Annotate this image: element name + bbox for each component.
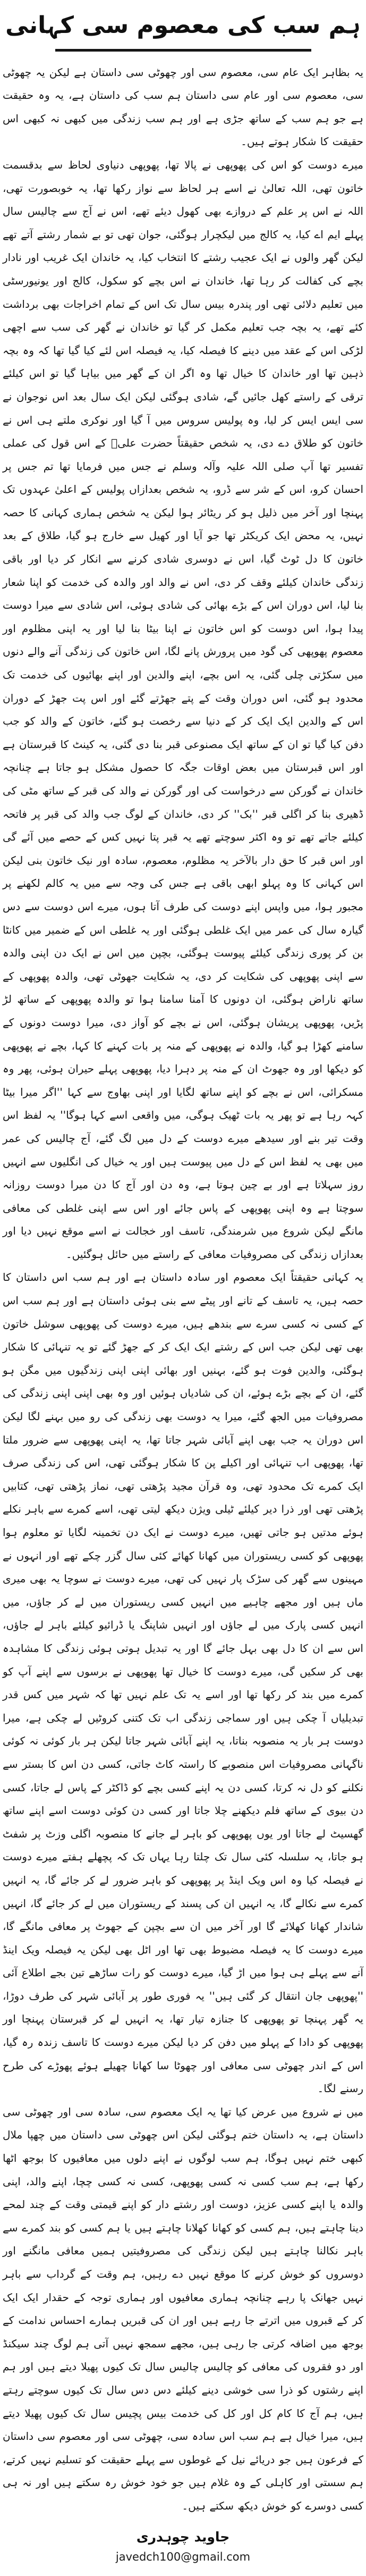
column-header	[1, 2, 365, 52]
paragraph-3: یہ کہانی حقیقتاً ایک معصوم اور سادہ داستان ہے اور ہم سب اس داستان کا حصہ ہیں، یہ تاسف کے تانے اور پیٹے سے بنی ہوئی داستان ہے اور ہم سب اس کے کسی نہ کسی سرے سے بندھے ہیں، میرے دوست کی پھوپھی سوشل خاتون بھی تھی لیکن جب اس کے رشتے ایک ایک کر کے جھڑ گئے تو یہ تنہائی کا شکار ہوگئی، والدین فوت ہو گئے، بہنیں اور بھائی اپنی اپنی زندگیوں میں مگن ہو گئے، ان کے بچے بڑے ہوئے، ان کی شادیاں ہوئیں اور وہ بھی اپنی اپنی زندگی کی مصروفیات میں الجھ گئے، میرا یہ دوست بھی زندگی کی رو میں بہنے لگا لیکن اس دوران یہ جب بھی اپنے آبائی شہر جاتا تھا، یہ اپنی پھوپھی سے ضرور ملتا تھا، پھوپھی اب تنہائی اور اکیلے پن کا شکار ہوگئی تھی، اس کی زندگی صرف ایک کمرے تک محدود تھی، وہ قرآن مجید پڑھتی تھی، نماز پڑھتی تھی، کتابیں پڑھتی تھی اور ذرا دیر کیلئے ٹیلی ویژن دیکھ لیتی تھی، اسے کمرے سے باہر نکلے ہوئے مدتیں ہو جاتی تھیں، میرے دوست نے ایک دن تخمینہ لگایا تو معلوم ہوا پھوپھی کو کسی ریستوران میں کھانا کھائے کئی سال گزر چکے تھے اور انہوں نے مہینوں سے گھر کی سڑک پار نہیں کی تھی، میرے دوست نے سوچا یہ بھی میری ماں ہیں اور مجھے چاہیے میں انہیں کسی ریستوران میں لے کر جاؤں، میں انہیں کسی پارک میں لے جاؤں اور انہیں شاپنگ یا ڈرائیو کیلئے باہر لے جاؤں، اس سے ان کا دل بھی بہل جائے گا اور یہ تبدیل ہوتی ہوئی زندگی کا مشاہدہ بھی کر سکیں گی، میرے دوست کا خیال تھا پھوپھی نے برسوں سے اپنے آپ کو کمرے میں بند کر رکھا تھا اور اسے یہ تک علم نہیں تھا کہ شہر میں کس قدر تبدیلیاں آ چکی ہیں اور سماجی زندگی اب تک کتنی کروٹیں لے چکی ہے، میرا دوست ہر بار یہ منصوبہ بناتا، یہ اپنے آبائی شہر جاتا لیکن ہر بار کوئی نہ کوئی ناگہانی مصروفیات اس منصوبے کا راستہ کاٹ جاتی، کسی دن اس کا بستر سے نکلنے کو دل نہ کرتا، کسی دن یہ اپنے کسی بچے کو ڈاکٹر کے پاس لے جاتا، کسی دن بیوی کے ساتھ فلم دیکھنے چلا جاتا اور کسی دن کوئی دوست اسے اپنے ساتھ گھسیٹ لے جاتا اور یوں پھوپھی کو باہر لے جانے کا منصوبہ اگلی وزٹ پر شفٹ ہو جاتا، یہ سلسلہ کئی سال تک چلتا رہا یہاں تک کہ پچھلے ہفتے میرے دوست نے فیصلہ کیا وہ اس ویک اینڈ پر پھوپھی کو باہر ضرور لے کر جائے گا، یہ انہیں کمرے سے نکالے گا، یہ انہیں ان کی پسند کے ریستوران میں لے کر جائے گا، انہیں شاندار کھانا کھلائے گا اور آخر میں ان سے بچپن کے جھوٹ پر معافی مانگے گا، میرے دوست کا یہ فیصلہ مضبوط بھی تھا اور اٹل بھی لیکن یہ فیصلہ ویک اینڈ آنے سے پہلے ہی ہوا میں اڑ گیا، میرے دوست کو رات ساڑھے تین بجے اطلاع آئی ''پھوپھی جان انتقال کر گئی ہیں'' یہ فوری طور پر آبائی شہر کی طرف دوڑا، یہ گھر پہنچا تو پھوپھی کا جنازہ تیار تھا، یہ انہیں لے کر قبرستان پہنچا اور پھوپھی کو دادا کے پہلو میں دفن کر دیا لیکن میرے دوست کا تاسف زندہ رہ گیا، اس کے اندر چھوٹی سی معافی اور چھوٹا سا کھانا چھیلے ہوئے پھوڑے کی طرح رسنے لگا۔	[3, 1271, 363, 2095]
column-body	[1, 61, 365, 2518]
author-email: javedch100@gmail.com	[115, 2550, 251, 2563]
paragraph-1: یہ بظاہر ایک عام سی، معصوم سی اور چھوٹی سی داستان ہے لیکن یہ چھوٹی سی، معصوم سی اور عام سی داستان ہم سب کی داستان ہے، یہ وہ حقیقت ہے جو ہم سب کے ساتھ جڑی ہے اور ہم سب زندگی میں کبھی نہ کبھی اس حقیقت کا شکار ہوتے ہیں۔	[3, 65, 363, 148]
column-footer	[1, 2527, 365, 2566]
title-divider-rule	[55, 49, 311, 52]
paragraph-2: میرے دوست کو اس کی پھوپھی نے پالا تھا، پھوپھی دنیاوی لحاظ سے بدقسمت خاتون تھی، اللہ تعالیٰ نے اسے ہر لحاظ سے نواز رکھا تھا، یہ خوبصورت تھی، اللہ نے اس پر علم کے دروازے بھی کھول دیئے تھے، اس نے آج سے چالیس سال پہلے ایم اے کیا، یہ کالج میں لیکچرار ہوگئی، جوان تھی تو بے شمار رشتے آتے تھے لیکن گھر والوں نے ایک عجیب رشتے کا انتخاب کیا، یہ خاندان ایک غریب اور نادار بچے کی کفالت کر رہا تھا، خاندان نے اس بچے کو سکول، کالج اور یونیورسٹی میں تعلیم دلائی تھی اور پندرہ بیس سال تک اس کے تمام اخراجات بھی برداشت کئے تھے، یہ بچہ جب تعلیم مکمل کر گیا تو خاندان نے گھر کی سب سے اچھی لڑکی اس کے عقد میں دینے کا فیصلہ کیا، یہ فیصلہ اس لئے کیا گیا تھا کہ وہ بچہ ذہین تھا اور خاندان کا خیال تھا وہ اگر ان کے گھر میں بیاہا گیا تو اس کیلئے ترقی کے راستے کھل جائیں گے، شادی ہوگئی لیکن ایک سال بعد اس نوجوان نے سی ایس ایس کر لیا، وہ پولیس سروس میں آ گیا اور نوکری ملتے ہی اس نے خاتون کو طلاق دے دی، یہ شخص حقیقتاً حضرت علیؓ کے اس قول کی عملی تفسیر تھا آپ صلی اللہ علیہ وآلہ وسلم نے جس میں فرمایا تھا تم جس پر احسان کرو، اس کے شر سے ڈرو، یہ شخص بعدازاں پولیس کے اعلیٰ عہدوں تک پہنچا اور آخر میں ذلیل ہو کر ریٹائر ہوا لیکن یہ شخص ہماری کہانی کا حصہ نہیں، یہ محض ایک کریکٹر تھا جو آیا اور کھیل سے خارج ہو گیا، طلاق کے بعد خاتون کا دل ٹوٹ گیا، اس نے دوسری شادی کرنے سے انکار کر دیا اور باقی زندگی خاندان کیلئے وقف کر دی، اس نے والد اور والدہ کی خدمت کو اپنا شعار بنا لیا، اس دوران اس کے بڑے بھائی کی شادی ہوئی، اس شادی سے میرا دوست پیدا ہوا، اس دوست کو اس خاتون نے اپنا بیٹا بنا لیا اور یہ اپنی مظلوم اور معصوم پھوپھی کی گود میں پرورش پانے لگا، اس خاتون کی زندگی آنے والے دنوں میں سکڑتی چلی گئی، یہ اس بچے، اپنے والدین اور اپنے بھائیوں کی خدمت تک محدود ہو گئی، اس دوران وقت کے پتے جھڑتے گئے اور اس پت جھڑ کے دوران اس کے والدین ایک ایک کر کے دنیا سے رخصت ہو گئے، خاتون کے والد کو جب دفن کیا گیا تو ان کے ساتھ ایک مصنوعی قبر بنا دی گئی، یہ کینٹ کا قبرستان ہے اور اس قبرستان میں بعض اوقات جگہ کا حصول مشکل ہو جاتا ہے چنانچہ خاندان نے گورکن سے درخواست کی اور گورکن نے والد کی قبر کے ساتھ مٹی کی ڈھیری بنا کر اگلی قبر ''بک'' کر دی، خاندان کے لوگ جب والد کی قبر پر فاتحہ کیلئے جاتے تھے تو وہ اکثر سوچتے تھے یہ قبر پتا نہیں کس کے حصے میں آئے گی اور اس قبر کا حق دار بالآخر یہ مظلوم، معصوم، سادہ اور نیک خاتون بنی لیکن اس کہانی کا وہ پہلو ابھی باقی ہے جس کی وجہ سے میں یہ کالم لکھنے پر مجبور ہوا، میں واپس اپنے دوست کی طرف آتا ہوں، میرے اس دوست سے دس گیارہ سال کی عمر میں ایک غلطی ہوگئی اور یہ غلطی اس کے ضمیر میں کانٹا بن کر پوری زندگی کیلئے پیوست ہوگئی، بچپن میں اس نے ایک دن اپنی والدہ سے اپنی پھوپھی کی شکایت کر دی، یہ شکایت جھوٹی تھی، والدہ پھوپھی کے ساتھ ناراض ہوگئی، ان دونوں کا آمنا سامنا ہوا تو والدہ پھوپھی کے ساتھ لڑ پڑیں، پھوپھی پریشان ہوگئی، اس نے بچے کو آواز دی، میرا دوست دونوں کے سامنے کھڑا ہو گیا، والدہ نے پھوپھی کے منہ پر بات کہنے کا کہا، بچے نے پھوپھی کو دیکھا اور وہ جھوٹ ان کے منہ پر دہرا دیا، پھوپھی پہلے حیران ہوئی، پھر وہ مسکرائی، اس نے بچے کو اپنے ساتھ لگایا اور اپنی بھاوج سے کہا ''اگر میرا بیٹا کہہ رہا ہے تو پھر یہ بات ٹھیک ہوگی، میں واقعی اسے کہا ہوگا'' یہ لفظ اس وقت تیر بنے اور سیدھے میرے دوست کے دل میں لگ گئے، آج چالیس کی عمر میں بھی یہ لفظ اس کے دل میں پیوست ہیں اور یہ خیال کی انگلیوں سے انہیں روز سہلاتا ہے اور بے چین ہوتا ہے، وہ دن اور آج کا دن میرا دوست روزانہ سوچتا ہے وہ اپنی پھوپھی کے پاس جائے اور اس سے اپنی غلطی کی معافی مانگے لیکن شروع میں شرمندگی، تاسف اور خجالت نے اسے موقع نہیں دیا اور بعدازاں زندگی کی مصروفیات معافی کے راستے میں حائل ہوگئیں۔	[3, 158, 363, 1261]
column-title: ہم سب کی معصوم سی کہانی	[5, 12, 361, 39]
paragraph-4: میں نے شروع میں عرض کیا تھا یہ ایک معصوم سی، سادہ سی اور چھوٹی سی داستان ہے، یہ داستان ختم ہوگئی لیکن اس چھوٹی سی داستان میں چھپا ملال کبھی ختم نہیں ہوگا، ہم سب لوگوں نے اپنے دلوں میں معافیوں کا بوجھ اٹھا رکھا ہے، ہم سب کسی نہ کسی پھوپھی، کسی نہ کسی چچا، اپنے والد، اپنی والدہ یا اپنے کسی عزیز، دوست اور رشتے دار کو اپنے قیمتی وقت کے چند لمحے دینا چاہتے ہیں، ہم کسی کو کھانا کھلانا چاہتے ہیں یا ہم کسی کو بند کمرے سے باہر نکالنا چاہتے ہیں لیکن زندگی کی مصروفیتیں ہمیں معافی مانگنے اور دوسروں کو خوش کرنے کا موقع نہیں دے رہیں، ہم وقت کے گرداب سے باہر نہیں جھانک پا رہے چنانچہ ہماری معافیوں اور ہماری توجہ کے حقدار ایک ایک کر کے قبروں میں اترتے جا رہے ہیں اور ان کی قبریں ہمارے احساس ندامت کے بوجھ میں اضافہ کرتی جا رہی ہیں، مجھے سمجھ نہیں آتی ہم لوگ چند سیکنڈ اور دو فقروں کی معافی کو چالیس چالیس سال تک کیوں پھیلا دیتے ہیں اور ہم اپنے رشتوں کو ذرا سی خوشی دینے کیلئے دس دس سال تک کیوں سوچتے رہتے ہیں، ہم آج کا کام کل اور کل کی خدمت بیس پچیس سال تک کیوں پھیلا دیتے ہیں، میرا خیال ہے ہم سب اس سادہ سی، چھوٹی سی اور معصوم سی داستان کے فرعون ہیں جو دریائے نیل کے غوطوں سے پہلے حقیقت کو تسلیم نہیں کرتے، ہم سستی اور کاہلی کے وہ غلام ہیں جو خود خوش رہ سکتے ہیں اور نہ ہی کسی دوسرے کو خوش دیکھ سکتے ہیں۔	[3, 2105, 363, 2512]
author-name: جاوید چوہدری	[136, 2529, 230, 2545]
